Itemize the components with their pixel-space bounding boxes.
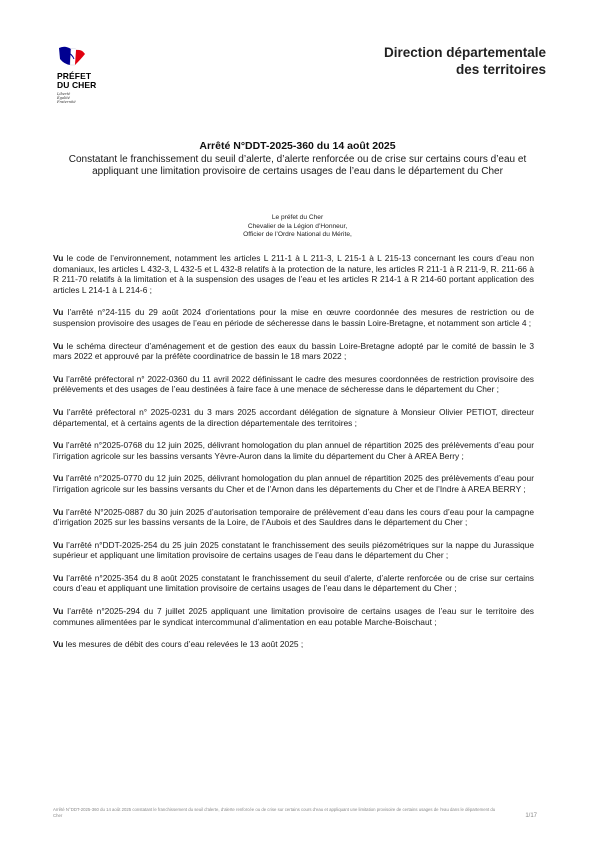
visa-text: l’arrêté n°24-115 du 29 août 2024 d’orientations pour la mise en œuvre coordonnée des mesures de restriction ou de suspension provisoire des usages de l’eau en période de sécheresse dans le bassin Loire-Bretagne, et notamment son article 4 ; [53,307,534,328]
visa-text: l’arrêté préfectoral n° 2022-0360 du 11 avril 2022 définissant le cadre des mesures coordonnées de restriction provisoire des prélèvements et des usages de l’eau destinées à faire face à une menace de sécheresse dans le département du Cher ; [53,373,534,395]
visa-text: l’arrêté n°2025-0770 du 12 juin 2025, délivrant homologation du plan annuel de répartition 2025 des prélèvements d’eau pour l’irrigation agricole sur les bassins versants du Cher et de l’Arnon dans les départements du Cher et de l’Indre à AREA BERRY ; [53,473,534,494]
visa-lead: Vu [53,539,64,550]
visa-lead: Vu [53,373,64,384]
visa-text: l’arrêté N°2025-0887 du 30 juin 2025 d’autorisation temporaire de prélèvement d’eau dans les cours d’eau pour la campagne d’irrigation 2025 sur les bassins versants de la Loire, de l’Aubois et des Sauldres dans le département du Cher ; [53,506,534,528]
page-footer: Arrêté N°DDT-2025-360 du 14 août 2025 constatant le franchissement du seuil d’alerte, d’alerte renforcée ou de crise sur certains cours d’eau et appliquant une limitation provisoire de certains usages de l’eau dans le département du Cher [53,807,496,818]
page-number: 1/17 [525,813,537,819]
republic-motto: Liberté Égalité Fraternité [57,92,76,105]
signer-line: Officier de l’Ordre National du Mérite, [243,231,352,238]
visa-paragraph [53,639,534,650]
visa-paragraph [53,407,534,428]
prefet-name: PRÉFET DU CHER [57,71,97,90]
visa-paragraph [53,341,534,362]
visa-text: l’arrêté n°2025-0768 du 12 juin 2025, délivrant homologation du plan annuel de répartition 2025 des prélèvements d’eau pour l’irrigation agricole sur les bassins versants Yèvre-Auron dans la limite du département du Cher à AREA Berry ; [53,440,534,461]
arrete-title: Arrêté N°DDT-2025-360 du 14 août 2025 [199,140,396,152]
visa-text: le schéma directeur d’aménagement et de gestion des eaux du bassin Loire-Bretagne adopté par le comité de bassin le 3 mars 2022 et approuvé par la préfète coordinatrice de bassin le 18 mars 2022 ; [53,340,534,362]
visa-text: le code de l’environnement, notamment les articles L 211-1 à L 211-3, L 215-1 à L 215-13 concernant les cours d’eau non domaniaux, les articles L 432-3, L 432-5 et L 432-8 relatifs à la protection de la nature, les articles R 211-1 à R 211-9, R. 211-66 à R 211-70 relatifs à la limitation et à la suspension des usages de l’eau et les articles R 214-1 à R 214-60 portant application des articles L 214-1 à L 214-6 ; [53,253,534,295]
visa-paragraph [53,374,534,395]
visa-lead: Vu [53,307,64,318]
visa-paragraph [53,540,534,561]
visas-list [53,253,534,662]
title-block [60,140,535,178]
marianne-emblem-icon [57,45,87,67]
visa-text: l’arrêté n°2025-294 du 7 juillet 2025 appliquant une limitation provisoire de certains usages de l’eau sur le territoire des communes alimentées par le syndicat intercommunal d’alimentation en eau potable Marche-Boischaut ; [53,606,534,627]
visa-paragraph [53,573,534,594]
visa-lead: Vu [53,340,64,351]
signer-block [160,214,435,240]
signer-line: Le préfet du Cher [271,214,324,221]
visa-paragraph [53,440,534,461]
visa-text: l’arrêté n°2025-354 du 8 août 2025 constatant le franchissement du seuil d’alerte, d’alerte renforcée ou de crise sur certains cours d’eau et appliquant une limitation provisoire de certains usages de l’eau dans le département du Cher ; [53,572,534,594]
visa-paragraph [53,253,534,295]
visa-text: les mesures de débit des cours d’eau relevées le 13 août 2025 ; [63,639,304,650]
visa-lead: Vu [53,440,64,451]
prefecture-logo [57,45,127,105]
visa-paragraph [53,606,534,627]
signer-line: Chevalier de la Légion d’Honneur, [247,222,348,230]
visa-lead: Vu [53,606,64,617]
service-name: Direction départementale des territoires [383,45,546,77]
visa-paragraph [53,473,534,494]
arrete-subtitle: Constatant le franchissement du seuil d’alerte, d’alerte renforcée ou de crise sur certains cours d’eau et appliquant une limitation provisoire de certains usages de l’eau dans le département du Cher [68,154,527,177]
visa-paragraph [53,507,534,528]
visa-lead: Vu [53,253,64,263]
visa-lead: Vu [53,639,64,650]
visa-lead: Vu [53,572,64,583]
visa-lead: Vu [53,406,64,417]
visa-lead: Vu [53,506,64,517]
visa-text: l’arrêté préfectoral n° 2025-0231 du 3 mars 2025 accordant délégation de signature à Monsieur Olivier PETIOT, directeur départemental, et à certains agents de la direction départementale des territoires ; [53,406,534,428]
visa-lead: Vu [53,473,64,484]
visa-text: l’arrêté n°DDT-2025-254 du 25 juin 2025 constatant le franchissement des seuils piézométriques sur la nappe du Jurassique supérieur et appliquant une limitation provisoire de certains usages de l’eau dans le département du Cher ; [53,539,534,561]
visa-paragraph [53,307,534,328]
